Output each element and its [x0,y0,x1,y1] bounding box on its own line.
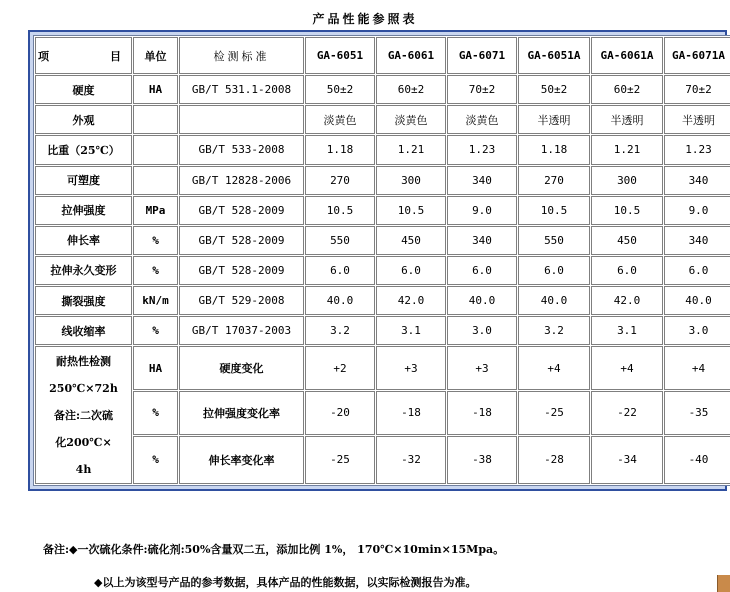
value-cell: 9.0 [664,196,730,225]
table-row [35,346,730,390]
value-cell: 淡黄色 [305,105,375,134]
value-cell: 60±2 [376,75,446,104]
test-standard: GB/T 528-2009 [179,196,304,225]
value-cell: -32 [376,436,446,484]
value-cell: 340 [447,226,517,255]
property-unit: % [133,436,178,484]
value-cell: 340 [447,166,517,195]
header-item: 项 目 [35,37,132,74]
value-cell: 42.0 [376,286,446,315]
value-cell: +4 [591,346,663,390]
value-cell: -18 [376,391,446,435]
value-cell: 40.0 [518,286,590,315]
value-cell: 270 [305,166,375,195]
property-unit: % [133,226,178,255]
test-standard: GB/T 529-2008 [179,286,304,315]
header-standard: 检测标准 [179,37,304,74]
value-cell: 340 [664,226,730,255]
value-cell: -18 [447,391,517,435]
property-unit: HA [133,75,178,104]
note-disclaimer: ◆以上为该型号产品的参考数据，具体产品的性能数据，以实际检测报告为准。 [94,576,477,589]
value-cell: 6.0 [664,256,730,285]
value-cell: 340 [664,166,730,195]
heat-label-line: 250℃×72h [49,381,118,395]
test-standard: GB/T 531.1-2008 [179,75,304,104]
property-unit: % [133,391,178,435]
table-row [35,75,730,104]
heat-label-line: 4h [75,462,92,476]
property-unit: MPa [133,196,178,225]
value-cell: 1.21 [376,135,446,164]
value-cell: 半透明 [518,105,590,134]
test-standard [179,105,304,134]
property-name: 硬度 [35,75,132,104]
value-cell: -22 [591,391,663,435]
value-cell: 半透明 [591,105,663,134]
property-name: 伸长率 [35,226,132,255]
property-unit [133,105,178,134]
value-cell: 6.0 [518,256,590,285]
heat-label-line: 耐热性检测 [56,354,111,368]
table-row [35,226,730,255]
header-model: GA-6051 [305,37,375,74]
value-cell: -25 [518,391,590,435]
value-cell: 9.0 [447,196,517,225]
property-unit [133,166,178,195]
table-row [35,286,730,315]
value-cell: 淡黄色 [376,105,446,134]
value-cell: -40 [664,436,730,484]
table-row [35,391,730,435]
header-model: GA-6071A [664,37,730,74]
value-cell: 6.0 [591,256,663,285]
value-cell: +4 [518,346,590,390]
page-title: 产品性能参照表 [312,12,418,26]
value-cell: 270 [518,166,590,195]
header-row [35,37,730,74]
value-cell: 10.5 [518,196,590,225]
value-cell: 1.21 [591,135,663,164]
table-row [35,105,730,134]
value-cell: 70±2 [664,75,730,104]
value-cell: 6.0 [376,256,446,285]
value-cell: -34 [591,436,663,484]
value-cell: 3.2 [305,316,375,345]
value-cell: -28 [518,436,590,484]
table-row [35,436,730,484]
value-cell: 300 [591,166,663,195]
value-cell: 40.0 [664,286,730,315]
table-row [35,166,730,195]
value-cell: 550 [305,226,375,255]
heat-label-line: 备注:二次硫 [53,408,114,422]
value-cell: 70±2 [447,75,517,104]
test-standard: GB/T 533-2008 [179,135,304,164]
value-cell: 6.0 [305,256,375,285]
value-cell: -35 [664,391,730,435]
table-row [35,256,730,285]
value-cell: +2 [305,346,375,390]
property-name: 比重（25℃） [35,135,132,164]
value-cell: 450 [591,226,663,255]
test-item: 硬度变化 [179,346,304,390]
value-cell: 1.23 [447,135,517,164]
table-row [35,135,730,164]
property-unit [133,135,178,164]
value-cell: 40.0 [447,286,517,315]
value-cell: 50±2 [518,75,590,104]
value-cell: 42.0 [591,286,663,315]
test-item: 拉伸强度变化率 [179,391,304,435]
value-cell: 淡黄色 [447,105,517,134]
value-cell: -20 [305,391,375,435]
heat-label-line: 化200℃× [55,435,112,449]
corner-decoration [717,575,730,592]
value-cell: 3.1 [591,316,663,345]
test-item: 伸长率变化率 [179,436,304,484]
property-name: 外观 [35,105,132,134]
test-standard: GB/T 12828-2006 [179,166,304,195]
property-unit: kN/m [133,286,178,315]
value-cell: 10.5 [591,196,663,225]
value-cell: 300 [376,166,446,195]
table-row [35,196,730,225]
value-cell: 3.2 [518,316,590,345]
value-cell: 10.5 [376,196,446,225]
property-name: 撕裂强度 [35,286,132,315]
property-unit: % [133,316,178,345]
value-cell: +4 [664,346,730,390]
header-model: GA-6061 [376,37,446,74]
property-name: 可塑度 [35,166,132,195]
property-name: 拉伸永久变形 [35,256,132,285]
test-standard: GB/T 528-2009 [179,256,304,285]
value-cell: 550 [518,226,590,255]
value-cell: 450 [376,226,446,255]
header-model: GA-6051A [518,37,590,74]
value-cell: 10.5 [305,196,375,225]
value-cell: 50±2 [305,75,375,104]
table-row [35,316,730,345]
value-cell: 6.0 [447,256,517,285]
value-cell: +3 [447,346,517,390]
value-cell: 40.0 [305,286,375,315]
header-model: GA-6071 [447,37,517,74]
test-standard: GB/T 17037-2003 [179,316,304,345]
property-unit: % [133,256,178,285]
value-cell: 1.18 [518,135,590,164]
value-cell: 3.1 [376,316,446,345]
value-cell: -38 [447,436,517,484]
value-cell: 1.23 [664,135,730,164]
note-curing-conditions: 备注:◆一次硫化条件:硫化剂:50%含量双二五，添加比例 1%， 170℃×10min×15Mpa。 [43,543,505,556]
property-name: 线收缩率 [35,316,132,345]
value-cell: 60±2 [591,75,663,104]
header-model: GA-6061A [591,37,663,74]
value-cell: 3.0 [447,316,517,345]
value-cell: -25 [305,436,375,484]
property-name: 拉伸强度 [35,196,132,225]
test-standard: GB/T 528-2009 [179,226,304,255]
value-cell: 3.0 [664,316,730,345]
value-cell: 1.18 [305,135,375,164]
value-cell: +3 [376,346,446,390]
header-unit: 单位 [133,37,178,74]
property-unit: HA [133,346,178,390]
value-cell: 半透明 [664,105,730,134]
heat-resistance-label [35,346,132,484]
spec-table [33,35,730,486]
